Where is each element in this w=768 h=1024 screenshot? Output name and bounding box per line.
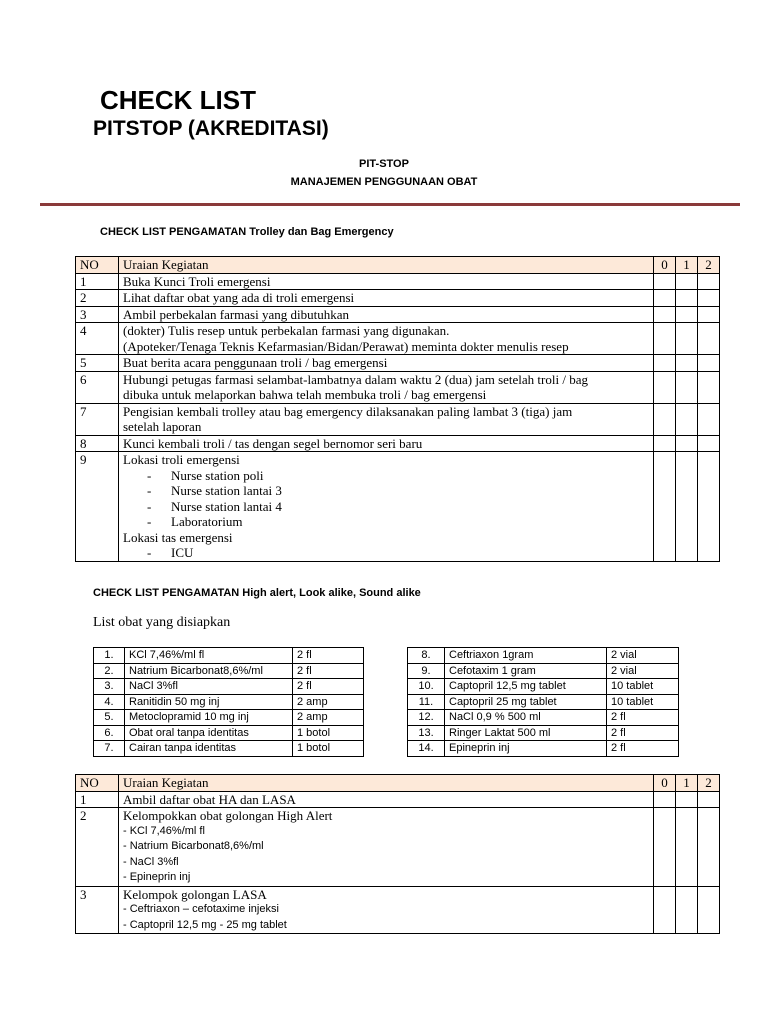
drug-row [94,679,364,695]
score-cell[interactable] [676,791,698,808]
drug-row [94,725,364,741]
drug-row [408,694,679,710]
row-activity: Buka Kunci Troli emergensi [119,273,654,290]
row-activity-line: dibuka untuk melaporkan bahwa telah membuka troli / bag emergensi [123,387,487,402]
row-activity: Ambil daftar obat HA dan LASA [119,791,654,808]
row-activity: Lihat daftar obat yang ada di troli emergensi [119,290,654,307]
score-cell[interactable] [654,808,676,887]
row-number: 8 [76,435,119,452]
row-number: 3 [76,306,119,323]
drug-group-item: - Natrium Bicarbonat8,6%/ml [123,840,264,852]
score-cell[interactable] [654,435,676,452]
drug-quantity: 2 vial [607,663,679,679]
row-number: 6 [76,371,119,403]
drug-row [94,694,364,710]
table-row [76,808,720,887]
drug-name: Ceftriaxon 1gram [445,648,607,664]
drug-name: Metoclopramid 10 mg inj [125,710,293,726]
drug-number: 13. [408,725,445,741]
score-cell[interactable] [698,452,720,562]
row-number: 4 [76,323,119,355]
row-number: 7 [76,403,119,435]
column-header-no: NO [76,257,119,274]
drug-list-label: List obat yang disiapkan [93,615,231,630]
drug-quantity: 2 fl [607,741,679,757]
drug-row [94,648,364,664]
table-row [76,452,720,562]
section-heading: CHECK LIST PENGAMATAN High alert, Look alike, Sound alike [93,587,421,599]
score-cell[interactable] [698,403,720,435]
drug-number: 8. [408,648,445,664]
drug-quantity: 2 fl [293,663,364,679]
row-activity-line: Kelompok golongan LASA [123,886,267,902]
drug-quantity: 1 botol [293,725,364,741]
row-number: 2 [76,290,119,307]
score-cell[interactable] [654,290,676,307]
column-header-activity: Uraian Kegiatan [119,257,654,274]
score-cell[interactable] [698,306,720,323]
drug-name: Epineprin inj [445,741,607,757]
table-row [76,403,720,435]
column-header-no: NO [76,775,119,792]
score-cell[interactable] [654,323,676,355]
column-header-score-1: 1 [676,775,698,792]
row-number: 5 [76,355,119,372]
drug-list-table-left [93,647,364,757]
column-header-score-2: 2 [698,257,720,274]
row-activity [119,808,654,887]
high-alert-checklist-table [75,774,720,934]
drug-row [408,663,679,679]
score-cell[interactable] [698,290,720,307]
column-header-score-0: 0 [654,775,676,792]
row-activity [119,323,654,355]
drug-group-item: - NaCl 3%fl [123,855,179,868]
row-number: 2 [76,808,119,887]
table-row [76,355,720,372]
table-row [76,371,720,403]
score-cell[interactable] [676,371,698,403]
drug-quantity: 2 amp [293,710,364,726]
drug-number: 3. [94,679,125,695]
row-activity: Kunci kembali troli / tas dengan segel bernomor seri baru [119,435,654,452]
row-activity [119,452,654,562]
row-activity-line: Hubungi petugas farmasi selambat-lambatnya dalam waktu 2 (dua) jam setelah troli / bag [123,371,588,387]
score-cell[interactable] [698,355,720,372]
drug-name: Natrium Bicarbonat8,6%/ml [125,663,293,679]
table-row [76,886,720,934]
drug-quantity: 1 botol [293,741,364,757]
score-cell[interactable] [676,290,698,307]
row-number: 9 [76,452,119,562]
drug-name: Obat oral tanpa identitas [125,725,293,741]
score-cell[interactable] [654,791,676,808]
score-cell[interactable] [698,435,720,452]
drug-name: NaCl 0,9 % 500 ml [445,710,607,726]
drug-quantity: 2 fl [607,725,679,741]
score-cell[interactable] [698,886,720,934]
row-activity-line: (Apoteker/Tenaga Teknis Kefarmasian/Bidan/Perawat) meminta dokter menulis resep [123,338,569,354]
score-cell[interactable] [654,403,676,435]
drug-quantity: 2 vial [607,648,679,664]
drug-quantity: 2 amp [293,694,364,710]
column-header-score-0: 0 [654,257,676,274]
score-cell[interactable] [654,306,676,323]
drug-name: NaCl 3%fl [125,679,293,695]
drug-name: Captopril 12,5 mg tablet [445,679,607,695]
page-title: CHECK LIST [100,85,256,115]
drug-name: Ranitidin 50 mg inj [125,694,293,710]
section-heading: CHECK LIST PENGAMATAN Trolley dan Bag Emergency [100,226,394,238]
score-cell[interactable] [698,371,720,403]
score-cell[interactable] [676,323,698,355]
drug-number: 5. [94,710,125,726]
table-header-row [76,775,720,792]
score-cell[interactable] [676,435,698,452]
drug-name: KCl 7,46%/ml fl [125,648,293,664]
row-number: 1 [76,273,119,290]
drug-number: 2. [94,663,125,679]
table-row [76,323,720,355]
drug-row [408,710,679,726]
location-item: - ICU [123,545,649,561]
section-label: PIT-STOP [359,158,409,170]
drug-number: 11. [408,694,445,710]
drug-number: 4. [94,694,125,710]
score-cell[interactable] [698,273,720,290]
table-header-row [76,257,720,274]
trolley-checklist-table [75,256,720,562]
score-cell[interactable] [654,886,676,934]
drug-name: Captopril 25 mg tablet [445,694,607,710]
score-cell[interactable] [654,371,676,403]
location-label: Lokasi troli emergensi [123,452,240,467]
table-row [76,273,720,290]
score-cell[interactable] [676,452,698,562]
table-row [76,791,720,808]
row-activity [119,403,654,435]
score-cell[interactable] [654,273,676,290]
drug-row [408,648,679,664]
drug-row [94,710,364,726]
row-activity-line: Kelompokkan obat golongan High Alert [123,808,333,823]
drug-name: Cefotaxim 1 gram [445,663,607,679]
score-cell[interactable] [676,808,698,887]
row-activity-line: (dokter) Tulis resep untuk perbekalan farmasi yang digunakan. [123,323,450,338]
drug-row [94,741,364,757]
drug-group-item: - Ceftriaxon – cefotaxime injeksi [123,903,279,915]
row-number: 3 [76,886,119,934]
column-header-score-2: 2 [698,775,720,792]
drug-quantity: 10 tablet [607,679,679,695]
score-cell[interactable] [676,886,698,934]
row-activity [119,371,654,403]
drug-quantity: 2 fl [293,648,364,664]
drug-number: 9. [408,663,445,679]
drug-name: Ringer Laktat 500 ml [445,725,607,741]
location-item: - Laboratorium [123,514,649,530]
score-cell[interactable] [676,403,698,435]
table-row [76,306,720,323]
score-cell[interactable] [698,808,720,887]
location-item: - Nurse station lantai 3 [123,483,649,499]
location-item: - Nurse station poli [123,468,649,484]
row-activity: Ambil perbekalan farmasi yang dibutuhkan [119,306,654,323]
row-activity: Buat berita acara penggunaan troli / bag emergensi [119,355,654,372]
drug-quantity: 2 fl [607,710,679,726]
drug-number: 1. [94,648,125,664]
drug-quantity: 10 tablet [607,694,679,710]
drug-quantity: 2 fl [293,679,364,695]
drug-number: 7. [94,741,125,757]
row-number: 1 [76,791,119,808]
drug-group-item: - Epineprin inj [123,871,191,883]
drug-number: 14. [408,741,445,757]
drug-group-item: - Captopril 12,5 mg - 25 mg tablet [123,918,287,931]
score-cell[interactable] [676,306,698,323]
location-label: Lokasi tas emergensi [123,529,233,545]
score-cell[interactable] [698,791,720,808]
row-activity [119,886,654,934]
drug-row [408,741,679,757]
row-activity-line: Pengisian kembali trolley atau bag emergency dilaksanakan paling lambat 3 (tiga) jam [123,403,573,419]
divider-rule [40,203,740,206]
section-label: MANAJEMEN PENGGUNAAN OBAT [290,176,478,188]
drug-row [408,725,679,741]
drug-list-table-right [407,647,679,757]
score-cell[interactable] [654,452,676,562]
location-item: - Nurse station lantai 4 [123,499,649,515]
drug-group-item: - KCl 7,46%/ml fl [123,824,205,837]
page-subtitle: PITSTOP (AKREDITASI) [93,117,329,140]
score-cell[interactable] [654,355,676,372]
column-header-activity: Uraian Kegiatan [119,775,654,792]
drug-number: 10. [408,679,445,695]
drug-name: Cairan tanpa identitas [125,741,293,757]
row-activity-line: setelah laporan [123,419,202,434]
score-cell[interactable] [676,273,698,290]
table-row [76,290,720,307]
score-cell[interactable] [698,323,720,355]
drug-row [94,663,364,679]
drug-row [408,679,679,695]
drug-number: 6. [94,725,125,741]
drug-number: 12. [408,710,445,726]
score-cell[interactable] [676,355,698,372]
column-header-score-1: 1 [676,257,698,274]
table-row [76,435,720,452]
